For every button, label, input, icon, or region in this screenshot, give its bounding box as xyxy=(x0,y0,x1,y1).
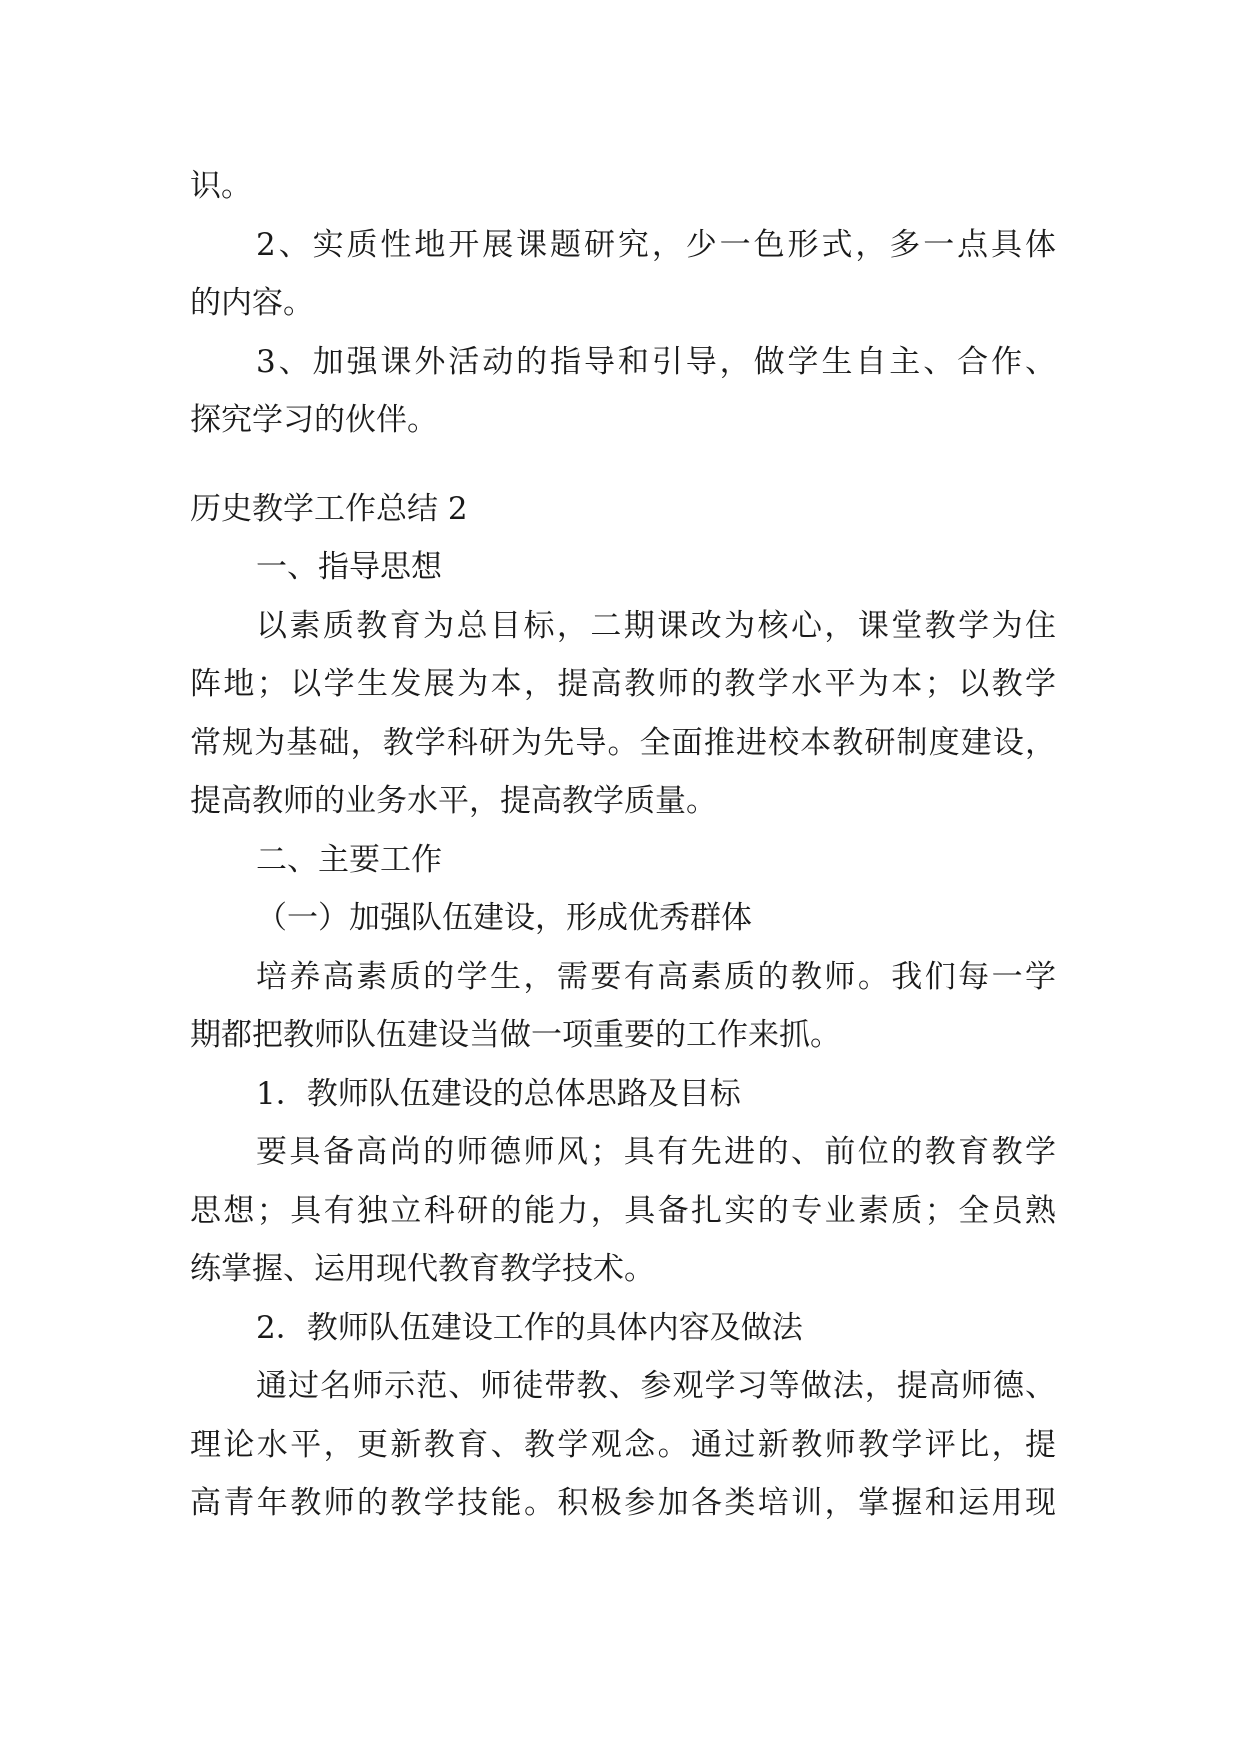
text-line: 的内容。 xyxy=(190,285,314,321)
document-body xyxy=(190,157,1056,1533)
text-line: 期都把教师队伍建设当做一项重要的工作来抓。 xyxy=(190,1017,841,1053)
text-line: 提高教师的业务水平，提高教学质量。 xyxy=(190,783,717,819)
text-line: 理论水平，更新教育、教学观念。通过新教师教学评比，提 xyxy=(190,1426,1056,1463)
text-line: 阵地；以学生发展为本，提高教师的教学水平为本；以教学 xyxy=(190,666,1056,702)
text-line: 高青年教师的教学技能。积极参加各类培训，掌握和运用现 xyxy=(190,1485,1056,1521)
text-line: 以素质教育为总目标，二期课改为核心，课堂教学为住 xyxy=(256,607,1056,644)
section-gap xyxy=(190,450,1056,480)
heading-line: 2．教师队伍建设工作的具体内容及做法 xyxy=(256,1309,803,1346)
text-line: 通过名师示范、师徒带教、参观学习等做法，提高师德、 xyxy=(256,1368,1056,1404)
heading-line: 二、主要工作 xyxy=(256,841,442,878)
heading-line: 一、指导思想 xyxy=(256,549,442,585)
heading-line: 1．教师队伍建设的总体思路及目标 xyxy=(256,1075,741,1112)
section-title: 历史教学工作总结 2 xyxy=(190,490,468,527)
heading-line: （一）加强队伍建设，形成优秀群体 xyxy=(256,900,752,936)
text-line: 练掌握、运用现代教育教学技术。 xyxy=(190,1251,655,1287)
text-line: 探究学习的伙伴。 xyxy=(190,402,438,438)
text-line: 常规为基础，教学科研为先导。全面推进校本教研制度建设， xyxy=(190,724,1056,761)
text-line: 2、实质性地开展课题研究，少一色形式，多一点具体 xyxy=(256,226,1056,263)
text-line: 思想；具有独立科研的能力，具备扎实的专业素质；全员熟 xyxy=(190,1192,1056,1229)
text-line: 要具备高尚的师德师风；具有先进的、前位的教育教学 xyxy=(256,1134,1056,1170)
text-line: 识。 xyxy=(190,168,252,204)
text-line: 培养高素质的学生，需要有高素质的教师。我们每一学 xyxy=(256,958,1056,995)
text-line: 3、加强课外活动的指导和引导，做学生自主、合作、 xyxy=(256,343,1056,380)
